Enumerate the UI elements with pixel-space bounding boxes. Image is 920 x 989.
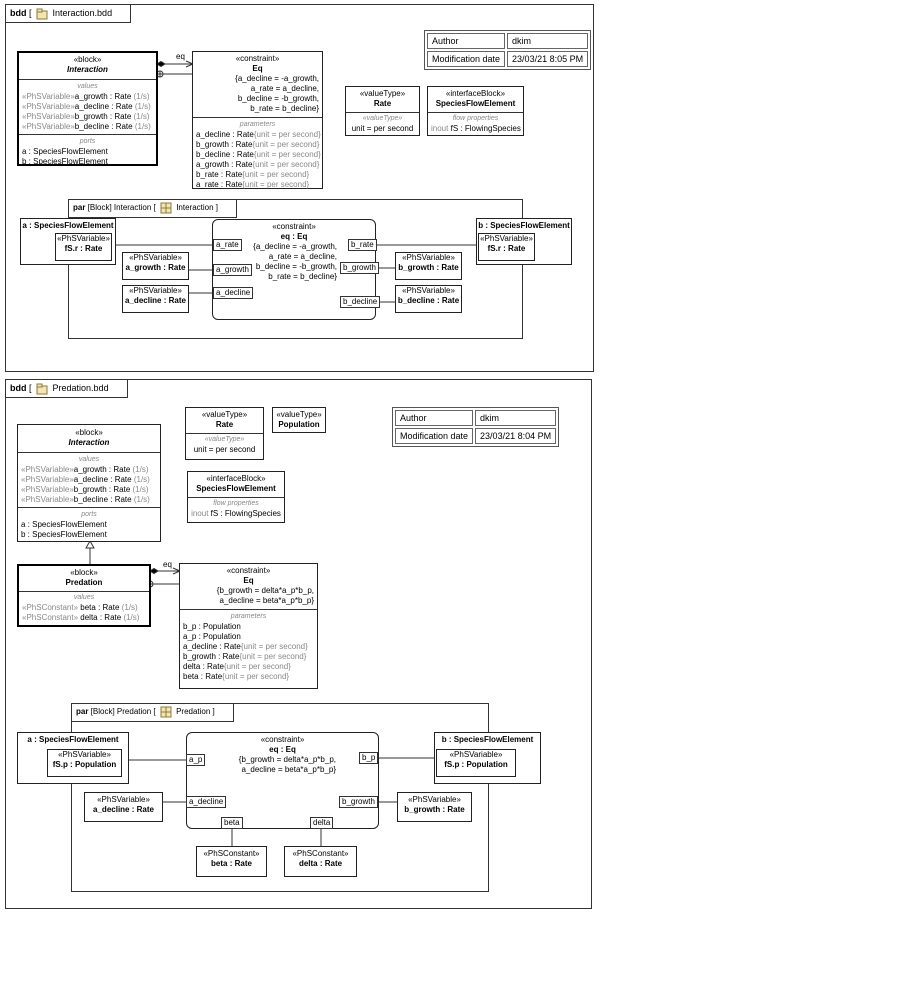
block-icon (160, 202, 172, 214)
param-row: delta : Rate{unit = per second} (183, 662, 291, 671)
a-growth-property[interactable] (122, 252, 189, 280)
property-name: a_decline : Rate (93, 805, 154, 814)
port-beta[interactable]: beta (221, 817, 243, 829)
stereotype: «PhSVariable» (129, 253, 182, 262)
value-row: «PhSVariable»b_decline : Rate (1/s) (22, 122, 151, 131)
constraint-stereotype: «constraint» (272, 222, 316, 231)
bdd-tab-predation[interactable]: bdd [ Predation.bdd (6, 380, 128, 398)
constraint-stereotype: «constraint» (235, 54, 280, 63)
rate-valuetype-2[interactable] (185, 407, 264, 460)
port-row: b : SpeciesFlowElement (21, 530, 107, 539)
constraint-stereotype: «constraint» (260, 735, 305, 744)
param-row: beta : Rate{unit = per second} (183, 672, 290, 681)
block-stereotype: «block» (70, 568, 98, 577)
stereotype: «PhSConstant» (292, 849, 349, 858)
author-label: Author (427, 33, 505, 49)
block-stereotype: «block» (73, 55, 102, 64)
info-table-1 (424, 30, 591, 70)
b-decline-property[interactable] (395, 285, 462, 313)
constraint-expressions: {b_growth = delta*a_p*b_p, a_decline = beta*a_p*b_p} (216, 586, 314, 605)
fs-r-a-property[interactable] (55, 233, 112, 261)
port-b-rate[interactable]: b_rate (348, 239, 377, 251)
valuetype-compartment: «valueType» unit = per second (346, 112, 419, 136)
value-row: «PhSConstant» beta : Rate (1/s) (22, 603, 138, 612)
param-row: b_growth : Rate{unit = per second} (183, 652, 307, 661)
param-row: a_growth : Rate{unit = per second} (196, 160, 320, 169)
block-name: Predation (65, 578, 103, 587)
stereotype: «PhSVariable» (58, 750, 111, 759)
param-row: a_rate : Rate{unit = per second} (196, 180, 310, 189)
stereotype: «PhSVariable» (449, 750, 503, 759)
constraint-name: eq : Eq (280, 232, 308, 241)
parameters-compartment (193, 117, 322, 192)
port-b-p[interactable]: b_p (359, 752, 378, 764)
port-a-p[interactable]: a_p (186, 754, 205, 766)
species-flow-element-ib-2[interactable] (187, 471, 285, 523)
diagram-name: Interaction.bdd (52, 8, 113, 18)
port-row: a : SpeciesFlowElement (21, 520, 107, 529)
port-row: b : SpeciesFlowElement (22, 157, 108, 166)
stereotype: «PhSVariable» (97, 795, 150, 804)
value-row: «PhSVariable»a_decline : Rate (1/s) (21, 475, 150, 484)
ib-stereotype: «interfaceBlock» (445, 89, 506, 98)
eq-constraint-block[interactable] (192, 51, 323, 189)
diagram-kind: bdd (10, 8, 27, 18)
param-row: b_p : Population (183, 622, 241, 631)
eq-role-label-2: eq (163, 560, 172, 569)
value-row: «PhSVariable»a_growth : Rate (1/s) (21, 465, 149, 474)
part-name: b : SpeciesFlowElement (478, 221, 570, 230)
stereotype: «PhSVariable» (129, 286, 182, 295)
param-row: b_growth : Rate{unit = per second} (196, 140, 320, 149)
property-name: b_growth : Rate (398, 263, 459, 272)
block-name: Interaction (68, 438, 110, 447)
property-name: fS.r : Rate (64, 244, 103, 253)
value-row: «PhSVariable»a_decline : Rate (1/s) (22, 102, 151, 111)
values-compartment: values «PhSConstant» beta : Rate (1/s) «PhSConstant» delta : Rate (1/s) (19, 591, 149, 625)
ports-compartment (19, 134, 156, 169)
flow-properties-compartment: flow properties inout fS : FlowingSpecies (188, 497, 284, 521)
unit-value: unit = per second (193, 445, 256, 454)
port-a-rate[interactable]: a_rate (213, 239, 242, 251)
flow-properties-compartment: flow properties inout fS : FlowingSpecies (428, 112, 523, 136)
predation-block[interactable] (17, 564, 151, 627)
part-name: a : SpeciesFlowElement (22, 221, 114, 230)
property-name: beta : Rate (211, 859, 252, 868)
fs-r-b-property[interactable] (478, 233, 535, 261)
ports-title: ports (79, 138, 96, 145)
author-value: dkim (507, 33, 588, 49)
values-compartment: values «PhSVariable»a_growth : Rate (1/s) «PhSVariable»a_decline : Rate (1/s) «PhSVariable»b_growth : Rate (1/s) «PhSVariable»b_decline : Rate (1/s) (18, 452, 160, 507)
mod-date-value: 23/03/21 8:05 PM (507, 51, 588, 67)
ib-name: SpeciesFlowElement (196, 484, 276, 493)
beta-property[interactable] (196, 846, 267, 877)
constraint-expressions: {a_decline = -a_growth, a_rate = a_decline, b_decline = -b_growth, b_rate = b_decline} (235, 74, 319, 113)
stereotype: «PhSVariable» (480, 234, 533, 243)
value-row: «PhSVariable»b_growth : Rate (1/s) (21, 485, 149, 494)
stereotype: «PhSVariable» (57, 234, 110, 243)
valuetype-name: Rate (215, 420, 234, 429)
eq-constraint-property-2[interactable] (186, 732, 379, 829)
eq-role-label-1: eq (176, 52, 185, 61)
port-a-decline[interactable]: a_decline (213, 287, 253, 299)
property-name: b_growth : Rate (404, 805, 465, 814)
rate-valuetype[interactable] (345, 86, 420, 136)
diagram-name: Predation.bdd (52, 383, 109, 393)
b-growth-property[interactable] (395, 252, 462, 280)
constraint-expressions: {a_decline = -a_growth, a_rate = a_decline, b_decline = -b_growth, b_rate = b_decline} (253, 242, 337, 281)
port-b-decline[interactable]: b_decline (340, 296, 380, 308)
block-stereotype: «block» (75, 428, 103, 437)
values-title: values (77, 83, 98, 90)
diagram-kind: bdd (10, 383, 27, 393)
a-decline-property-2[interactable] (84, 792, 163, 822)
port-row: a : SpeciesFlowElement (22, 147, 108, 156)
fs-p-a-property[interactable] (47, 749, 122, 777)
value-row: «PhSVariable»b_decline : Rate (1/s) (21, 495, 150, 504)
fs-p-b-property[interactable] (436, 749, 516, 777)
author-value: dkim (475, 410, 556, 426)
par-tab-interaction[interactable]: par [Block] Interaction [ Interaction ] (69, 200, 237, 218)
delta-property[interactable] (284, 846, 357, 877)
block-icon (160, 706, 172, 718)
value-row: «PhSVariable»b_growth : Rate (1/s) (22, 112, 150, 121)
port-a-growth[interactable]: a_growth (213, 264, 252, 276)
stereotype: «PhSVariable» (402, 253, 455, 262)
ib-stereotype: «interfaceBlock» (206, 474, 266, 483)
species-flow-element-ib[interactable] (427, 86, 524, 136)
a-decline-property[interactable] (122, 285, 189, 313)
constraint-stereotype: «constraint» (226, 566, 271, 575)
stereotype: «PhSVariable» (408, 795, 461, 804)
port-b-growth[interactable]: b_growth (340, 262, 379, 274)
property-name: fS.p : Population (52, 760, 117, 769)
mod-date-value: 23/03/21 8:04 PM (475, 428, 556, 444)
valuetype-name: Rate (373, 99, 392, 108)
mod-date-label: Modification date (395, 428, 473, 444)
interaction-block[interactable] (17, 51, 158, 166)
property-name: b_decline : Rate (397, 296, 460, 305)
ports-compartment: ports a : SpeciesFlowElement b : SpeciesFlowElement (18, 507, 160, 542)
property-name: delta : Rate (298, 859, 343, 868)
ib-name: SpeciesFlowElement (435, 99, 516, 108)
constraint-name: Eq (243, 576, 254, 585)
values-compartment (19, 79, 156, 134)
valuetype-stereotype: «valueType» (359, 89, 406, 98)
block-name: Interaction (67, 65, 108, 74)
valuetype-stereotype: «valueType» (201, 410, 248, 419)
property-name: fS.r : Rate (487, 244, 526, 253)
part-name: a : SpeciesFlowElement (27, 735, 119, 744)
port-b-growth-2[interactable]: b_growth (339, 796, 378, 808)
param-row: a_decline : Rate{unit = per second} (196, 130, 321, 139)
property-name: a_growth : Rate (125, 263, 186, 272)
mod-date-label: Modification date (427, 51, 505, 67)
port-delta[interactable]: delta (310, 817, 333, 829)
population-valuetype[interactable] (272, 407, 326, 433)
port-a-decline-2[interactable]: a_decline (186, 796, 226, 808)
unit-value: unit = per second (351, 124, 414, 133)
param-row: b_decline : Rate{unit = per second} (196, 150, 321, 159)
flow-property-row: inout fS : FlowingSpecies (191, 509, 281, 518)
parameters-title: parameters (239, 121, 276, 128)
package-icon (36, 8, 48, 20)
param-row: b_rate : Rate{unit = per second} (196, 170, 310, 179)
constraint-name: eq : Eq (269, 745, 296, 754)
b-growth-property-2[interactable] (397, 792, 472, 822)
part-name: b : SpeciesFlowElement (441, 735, 534, 744)
value-row: «PhSConstant» delta : Rate (1/s) (22, 613, 140, 622)
stereotype: «PhSConstant» (203, 849, 260, 858)
info-table-2 (392, 407, 559, 447)
constraint-name: Eq (252, 64, 263, 73)
stereotype: «PhSVariable» (402, 286, 455, 295)
valuetype-stereotype: «valueType» (276, 410, 322, 419)
property-name: fS.p : Population (444, 760, 508, 769)
constraint-expressions: {b_growth = delta*a_p*b_p, a_decline = beta*a_p*b_p} (238, 755, 336, 774)
package-icon (36, 383, 48, 395)
eq-constraint-block-2[interactable] (179, 563, 318, 689)
author-label: Author (395, 410, 473, 426)
valuetype-compartment: «valueType» unit = per second (186, 433, 263, 457)
property-name: a_decline : Rate (125, 296, 186, 305)
parameters-compartment: parameters b_p : Population a_p : Population a_decline : Rate{unit = per second} b_growth : Rate{unit = per second} delta : Rate{unit = per second} beta : Rate{unit = per second} (180, 609, 317, 684)
valuetype-name: Population (278, 420, 320, 429)
param-row: a_decline : Rate{unit = per second} (183, 642, 308, 651)
bdd-tab-interaction[interactable]: bdd [ Interaction.bdd (6, 5, 131, 23)
value-row: «PhSVariable»a_growth : Rate (1/s) (22, 92, 150, 101)
interaction-block-2[interactable] (17, 424, 161, 542)
flow-property-row: inout fS : FlowingSpecies (431, 124, 521, 133)
par-tab-predation[interactable]: par [Block] Predation [ Predation ] (72, 704, 234, 722)
param-row: a_p : Population (183, 632, 241, 641)
